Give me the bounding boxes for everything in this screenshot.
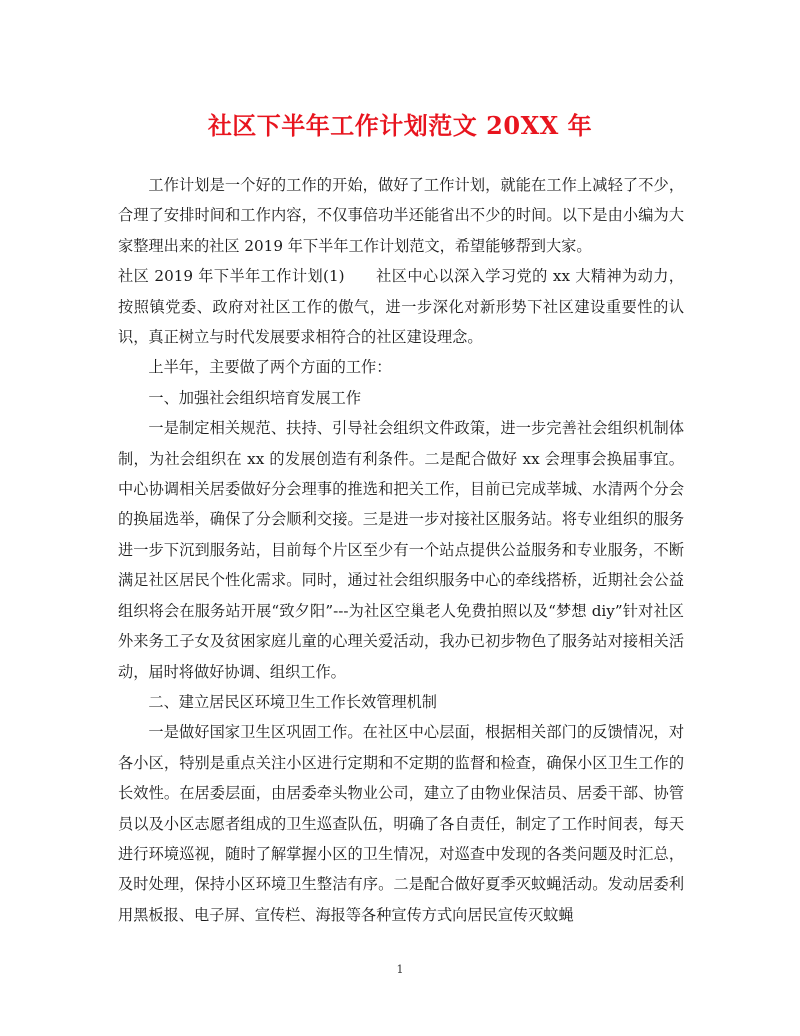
section-heading-1: 一、加强社会组织培育发展工作 xyxy=(148,388,362,407)
document-title: 社区下半年工作计划范文 20XX 年 xyxy=(207,111,593,140)
paragraph-plan-heading: 社区 2019 年下半年工作计划(1) 社区中心以深入学习党的 xx 大精神为动力，按照镇党委、政府对社区工作的傲气，进一步深化对新形势下社区建设重要性的认识，真正树立与时代发展要求相符合的社区建设理念。 xyxy=(118,267,684,347)
paragraph-section-2: 一是做好国家卫生区巩固工作。在社区中心层面，根据相关部门的反馈情况，对各小区，特别是重点关注小区进行定期和不定期的监督和检查，确保小区卫生工作的长效性。在居委层面，由居委牵头物业公司，建立了由物业保洁员、居委干部、协管员以及小区志愿者组成的卫生巡查队伍，明确了各自责任，制定了工作时间表，每天进行环境巡视，随时了解掌握小区的卫生情况，对巡查中发现的各类问题及时汇总，及时处理，保持小区环境卫生整洁有序。二是配合做好夏季灭蚊蝇活动。发动居委利用黑板报、电子屏、宣传栏、海报等各种宣传方式向居民宣传灭蚊蝇 xyxy=(118,723,684,924)
paragraph-intro: 工作计划是一个好的工作的开始，做好了工作计划，就能在工作上减轻了不少，合理了安排时间和工作内容，不仅事倍功半还能省出不少的时间。以下是由小编为大家整理出来的社区 2019 年下半年工作计划范文，希望能够帮到大家。 xyxy=(118,176,684,255)
paragraph-first-half-summary: 上半年，主要做了两个方面的工作： xyxy=(148,358,392,377)
document-body xyxy=(118,170,684,930)
page-number: 1 xyxy=(396,963,404,976)
paragraph-section-1: 一是制定相关规范、扶持、引导社会组织文件政策，进一步完善社会组织机制体制，为社会组织在 xx 的发展创造有利条件。二是配合做好 xx 会理事会换届事宜。中心协调相关居委做好分会理事的推选和把关工作，目前已完成莘城、水清两个分会的换届选举，确保了分会顺利交接。三是进一步对接社区服务站。将专业组织的服务进一步下沉到服务站，目前每个片区至少有一个站点提供公益服务和专业服务，不断满足社区居民个性化需求。同时，通过社会组织服务中心的牵线搭桥，近期社会公益组织将会在服务站开展“致夕阳”---为社区空巢老人免费拍照以及“梦想 diy”针对社区外来务工子女及贫困家庭儿童的心理关爱活动，我办已初步物色了服务站对接相关活动，届时将做好协调、组织工作。 xyxy=(118,419,684,681)
section-heading-2: 二、建立居民区环境卫生工作长效管理机制 xyxy=(148,692,437,711)
